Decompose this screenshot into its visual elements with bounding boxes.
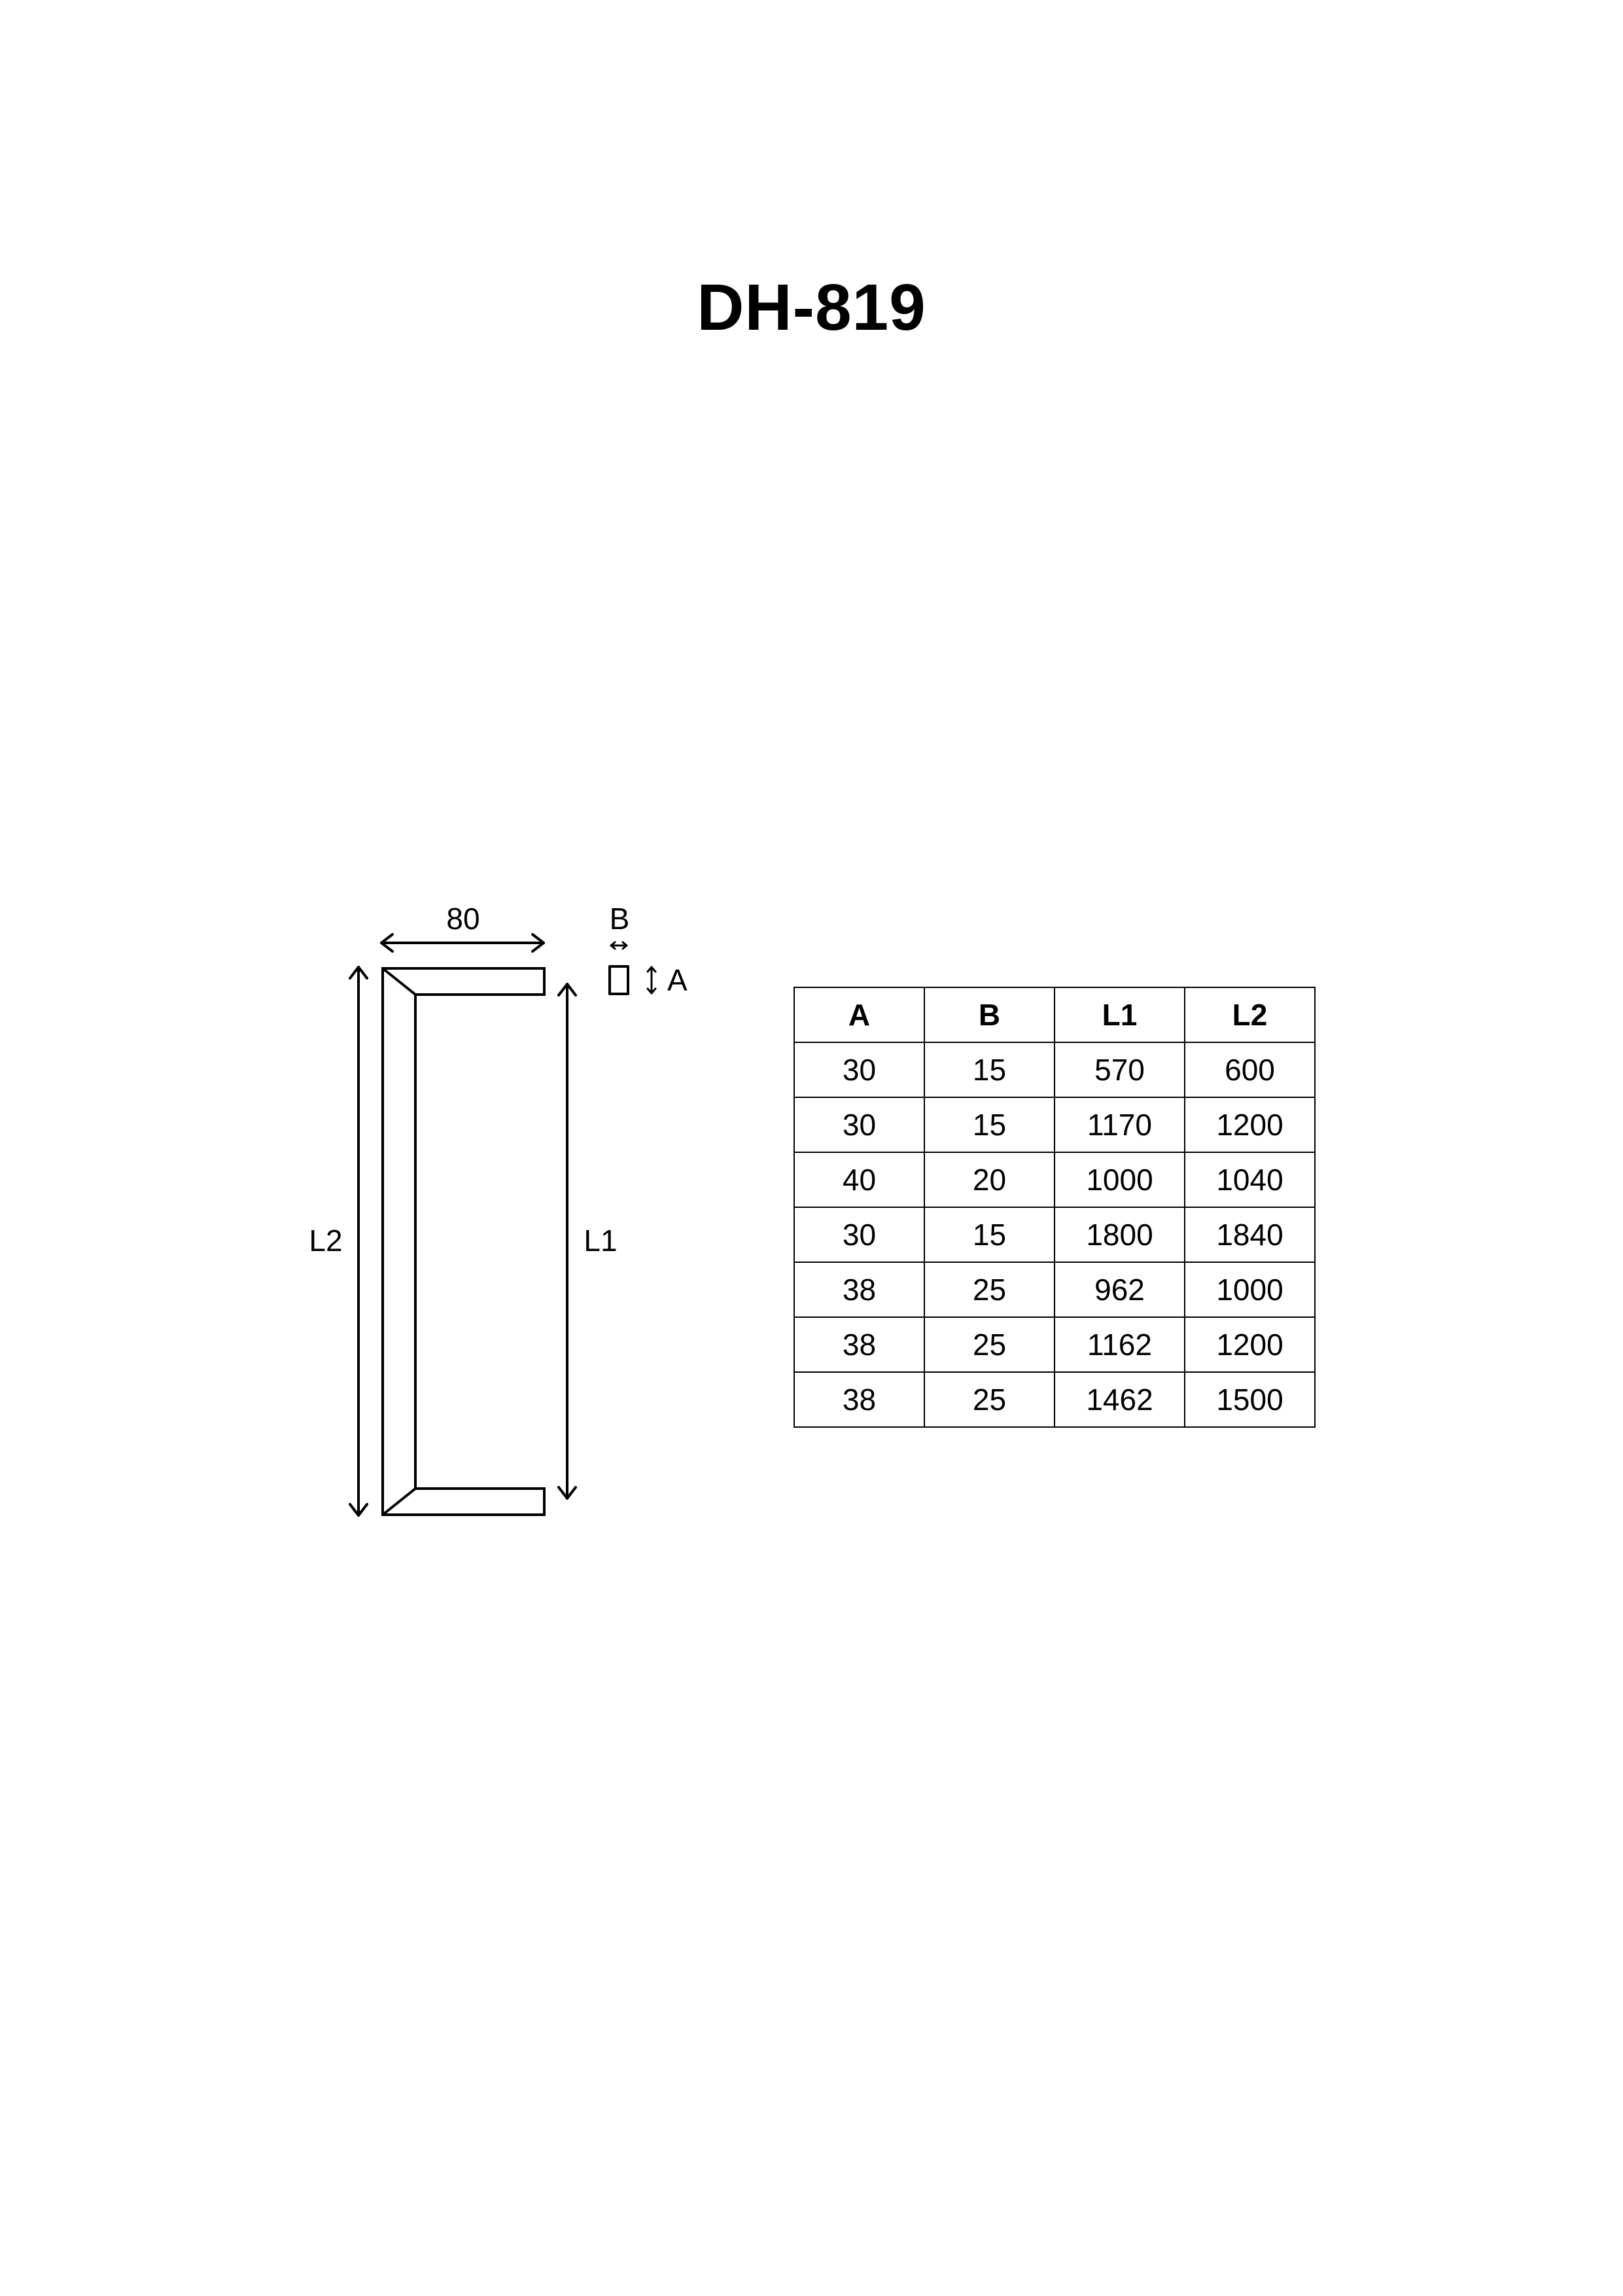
cell-b: 25 — [924, 1372, 1055, 1427]
dimensions-table — [794, 987, 1316, 1428]
cell-a: 38 — [794, 1317, 924, 1372]
table-row — [794, 1097, 1315, 1152]
cell-l1: 962 — [1055, 1262, 1185, 1317]
cell-l2: 1040 — [1185, 1152, 1315, 1207]
table-row — [794, 1372, 1315, 1427]
header-a: A — [794, 987, 924, 1042]
cell-b: 15 — [924, 1097, 1055, 1152]
cell-l2: 1500 — [1185, 1372, 1315, 1427]
cell-l1: 1000 — [1055, 1152, 1185, 1207]
cell-l2: 1200 — [1185, 1317, 1315, 1372]
page-title: DH-819 — [697, 271, 926, 344]
cell-b: 25 — [924, 1262, 1055, 1317]
width-label: 80 — [446, 902, 480, 936]
cell-l2: 1840 — [1185, 1207, 1315, 1262]
table-row — [794, 1042, 1315, 1097]
cell-l1: 570 — [1055, 1042, 1185, 1097]
handle-outline — [383, 968, 544, 1515]
cell-b: 15 — [924, 1207, 1055, 1262]
l1-label: L1 — [584, 1224, 618, 1258]
cell-a: 30 — [794, 1207, 924, 1262]
table-row — [794, 1207, 1315, 1262]
header-l1: L1 — [1055, 987, 1185, 1042]
cell-b: 15 — [924, 1042, 1055, 1097]
table-row — [794, 1152, 1315, 1207]
miter-line-bottom — [383, 1489, 415, 1515]
table-row — [794, 1317, 1315, 1372]
section-a-label: A — [667, 963, 688, 997]
table-header-row — [794, 987, 1315, 1042]
section-b-label: B — [609, 902, 630, 936]
header-b: B — [924, 987, 1055, 1042]
cell-a: 38 — [794, 1262, 924, 1317]
cell-l2: 1000 — [1185, 1262, 1315, 1317]
cell-b: 20 — [924, 1152, 1055, 1207]
cell-l1: 1170 — [1055, 1097, 1185, 1152]
cell-l1: 1462 — [1055, 1372, 1185, 1427]
table-row — [794, 1262, 1315, 1317]
cell-l2: 600 — [1185, 1042, 1315, 1097]
l2-label: L2 — [309, 1224, 343, 1258]
cell-l2: 1200 — [1185, 1097, 1315, 1152]
miter-line-top — [383, 968, 415, 995]
cell-a: 38 — [794, 1372, 924, 1427]
cross-section-rect — [610, 966, 628, 994]
cell-b: 25 — [924, 1317, 1055, 1372]
cell-a: 40 — [794, 1152, 924, 1207]
cell-l1: 1800 — [1055, 1207, 1185, 1262]
cell-a: 30 — [794, 1097, 924, 1152]
cell-l1: 1162 — [1055, 1317, 1185, 1372]
cell-a: 30 — [794, 1042, 924, 1097]
header-l2: L2 — [1185, 987, 1315, 1042]
